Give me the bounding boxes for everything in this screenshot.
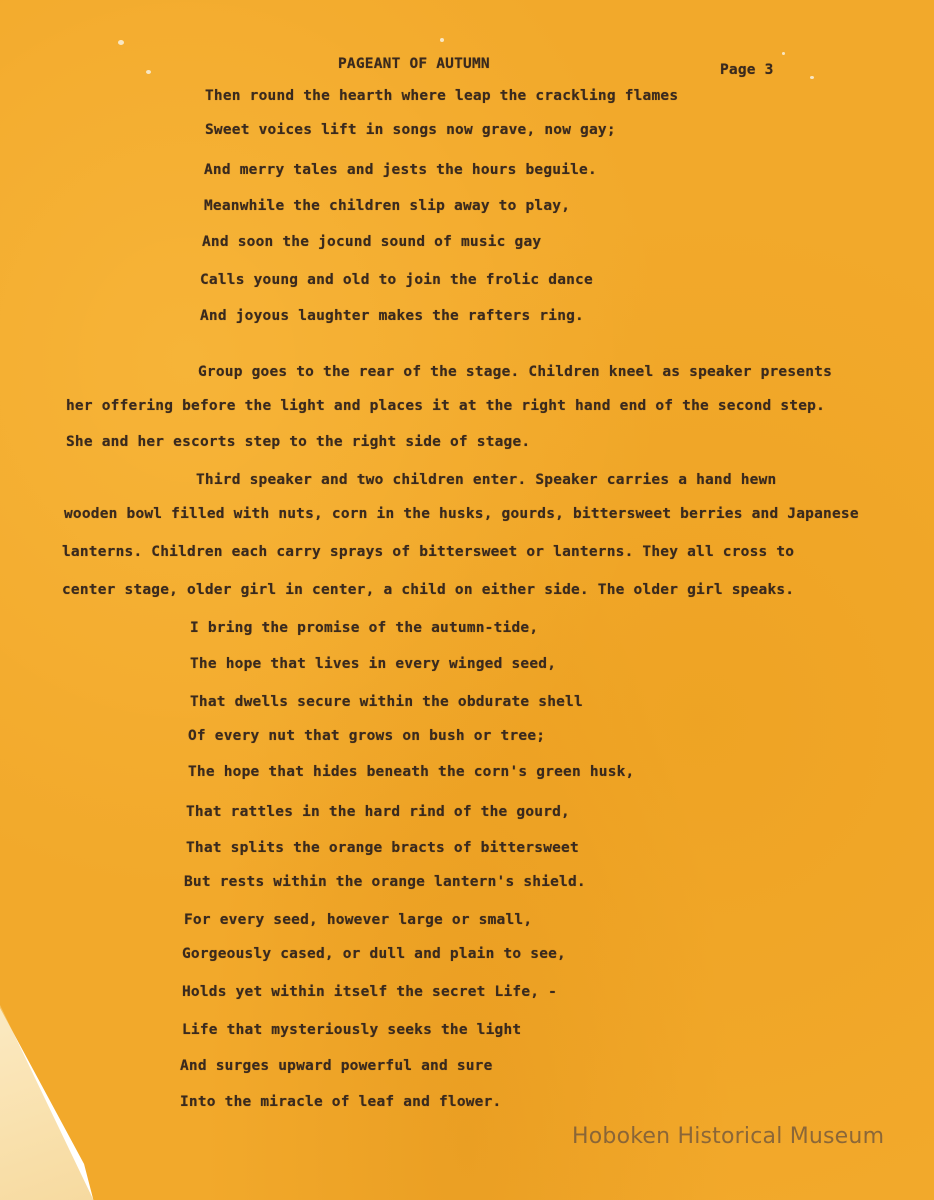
verse-line: Into the miracle of leaf and flower. <box>180 1094 502 1110</box>
paper-speck <box>118 40 124 45</box>
page-number: Page 3 <box>720 62 774 78</box>
verse-line: And surges upward powerful and sure <box>180 1058 493 1074</box>
verse-line: Holds yet within itself the secret Life, - <box>182 984 558 1000</box>
verse-line: That splits the orange bracts of bittersweet <box>186 840 579 856</box>
verse-line: I bring the promise of the autumn-tide, <box>190 620 539 636</box>
verse-line: Gorgeously cased, or dull and plain to see, <box>182 946 566 962</box>
verse-line: For every seed, however large or small, <box>184 912 533 928</box>
verse-line: And soon the jocund sound of music gay <box>202 234 542 250</box>
verse-line: Of every nut that grows on bush or tree; <box>188 728 546 744</box>
verse-line: But rests within the orange lantern's shield. <box>184 874 586 890</box>
verse-line: And joyous laughter makes the rafters ring. <box>200 308 584 324</box>
paper-speck <box>440 38 444 42</box>
verse-line: Life that mysteriously seeks the light <box>182 1022 522 1038</box>
verse-line: That dwells secure within the obdurate shell <box>190 694 583 710</box>
paper-speck <box>782 52 785 55</box>
document-title: PAGEANT OF AUTUMN <box>338 56 490 72</box>
paper-speck <box>146 70 151 74</box>
paper-speck <box>810 76 814 79</box>
museum-watermark: Hoboken Historical Museum <box>572 1124 885 1149</box>
direction-line: She and her escorts step to the right side of stage. <box>66 434 531 450</box>
verse-line: And merry tales and jests the hours beguile. <box>204 162 597 178</box>
verse-line: That rattles in the hard rind of the gourd, <box>186 804 570 820</box>
direction-line: Third speaker and two children enter. Speaker carries a hand hewn <box>196 472 777 488</box>
verse-line: Meanwhile the children slip away to play, <box>204 198 571 214</box>
direction-line: center stage, older girl in center, a child on either side. The older girl speaks. <box>62 582 795 598</box>
verse-line: Then round the hearth where leap the crackling flames <box>205 88 679 104</box>
verse-line: The hope that hides beneath the corn's green husk, <box>188 764 635 780</box>
verse-line: Sweet voices lift in songs now grave, now gay; <box>205 122 616 138</box>
verse-line: The hope that lives in every winged seed, <box>190 656 557 672</box>
verse-line: Calls young and old to join the frolic dance <box>200 272 593 288</box>
direction-line: her offering before the light and places it at the right hand end of the second step. <box>66 398 826 414</box>
direction-line: wooden bowl filled with nuts, corn in the husks, gourds, bittersweet berries and Japanese <box>64 506 859 522</box>
direction-line: lanterns. Children each carry sprays of bittersweet or lanterns. They all cross to <box>62 544 795 560</box>
direction-line: Group goes to the rear of the stage. Children kneel as speaker presents <box>198 364 833 380</box>
